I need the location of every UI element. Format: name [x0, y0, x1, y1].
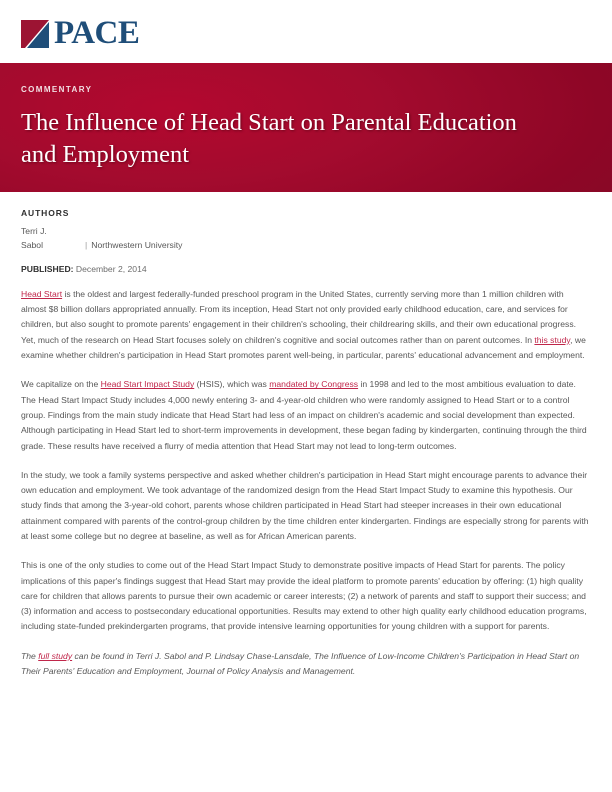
article-meta: [0, 192, 612, 274]
link-full-study[interactable]: full study: [38, 650, 73, 661]
paragraph-3: In the study, we took a family systems perspective and asked whether children's participation in Head Start might encourage parents to advance their own education and employment. We took advantage of the randomized design from the Head Start Impact Study to examine this hypothesis. Our study finds that among the 3-year-old cohort, parents whose children participated in Head Start had steeper increases in their own educational attainment compared with parents of the control-group children by the time children enter kindergarten. Findings are especially strong for parents with at least some college but no degree at baseline, as well as for African American parents.: [21, 469, 589, 541]
paragraph-1-text-a: is the oldest and largest federally-funded preschool program in the United States, currently serving more than 1 million children with almost $8 billion dollars appropriated annually. From its inception, Head Start not only provided early childhood education, care, and services for children, but also sought to promote parents' engagement in their children's schooling, their childrearing skills, and their own educational progress. Yet, much of the research on Head Start focuses solely on children's cognitive and social outcomes rather than on parent outcomes. In: [21, 288, 577, 345]
author-separator: |: [85, 239, 88, 250]
paragraph-1: [21, 287, 591, 363]
paragraph-5-text-a: The: [21, 650, 39, 661]
pace-diagonal-logo-mark: [21, 20, 49, 48]
paragraph-4: This is one of the only studies to come out of the Head Start Impact Study to demonstrate positive impacts of Head Start for parents. The policy implications of this paper's findings suggest that Head Start may provide the ideal platform to promote parents' education by offering: (1) high quality care for children that allows parents to pursue their own academic or career interests; (2) a network of parents and staff to support their success; and (3) information and access to postsecondary educational opportunities. Results may extend to other high quality early childhood education programs, including state-funded prekindergarten programs, that provide intensive learning opportunities for young children with a support for parents.: [21, 560, 587, 632]
title-banner: [0, 63, 612, 192]
article-body: [0, 274, 612, 680]
link-mandated-by-congress[interactable]: mandated by Congress: [269, 379, 359, 390]
pace-logo-wordmark: PACE: [54, 15, 140, 51]
author-entry: [21, 225, 591, 253]
paragraph-2-text-a: We capitalize on the: [21, 379, 101, 390]
authors-heading: AUTHORS: [21, 208, 70, 218]
author-affiliation-wrap: [85, 225, 182, 252]
site-header: [0, 0, 612, 63]
link-head-start-impact-study[interactable]: Head Start Impact Study: [100, 379, 195, 390]
paragraph-5-text-b: can be found in Terri J. Sabol and P. Lindsay Chase-Lansdale, The Influence of Low-Income Children's Participation in Head Start on Their Parents' Education and Employment, Journal of Policy Analysis and Management.: [21, 650, 580, 677]
paragraph-2: [21, 377, 591, 453]
paragraph-2-text-c: in 1998 and led to the most ambitious evaluation to date. The Head Start Impact Study includes 4,000 newly entering 3- and 4-year-old children who were randomly assigned to Head Start or to a control group. Findings from the main study indicate that Head Start had less of an impact on children's academic and social development than expected. Although participating in Head Start led to short-term improvements in development, these began fading by kindergarten, continuing through the third grade. These results have received a flurry of media attention that Head Start may not lead to long-term outcomes.: [21, 379, 587, 451]
paragraph-1-text-b: , we examine whether children's participation in Head Start promotes parent well-being, in particular, parents' educational advancement and employment.: [21, 334, 586, 361]
published-date: December 2, 2014: [75, 263, 147, 274]
author-name: [21, 225, 88, 253]
page-title: The Influence of Head Start on Parental Education and Employment: [21, 109, 517, 168]
published-line: [21, 264, 591, 274]
pace-logo[interactable]: [21, 17, 139, 50]
paragraph-5-citation: [21, 649, 591, 680]
link-this-study[interactable]: this study: [534, 334, 571, 345]
content-type-kicker: COMMENTARY: [21, 85, 93, 94]
link-head-start[interactable]: Head Start: [21, 288, 63, 299]
author-affiliation: Northwestern University: [91, 239, 183, 250]
published-label: PUBLISHED:: [21, 263, 74, 274]
paragraph-2-text-b: (HSIS), which was: [194, 379, 270, 390]
author-name-line-1: Terri J.: [21, 226, 47, 236]
author-name-line-2: Sabol: [21, 239, 43, 250]
